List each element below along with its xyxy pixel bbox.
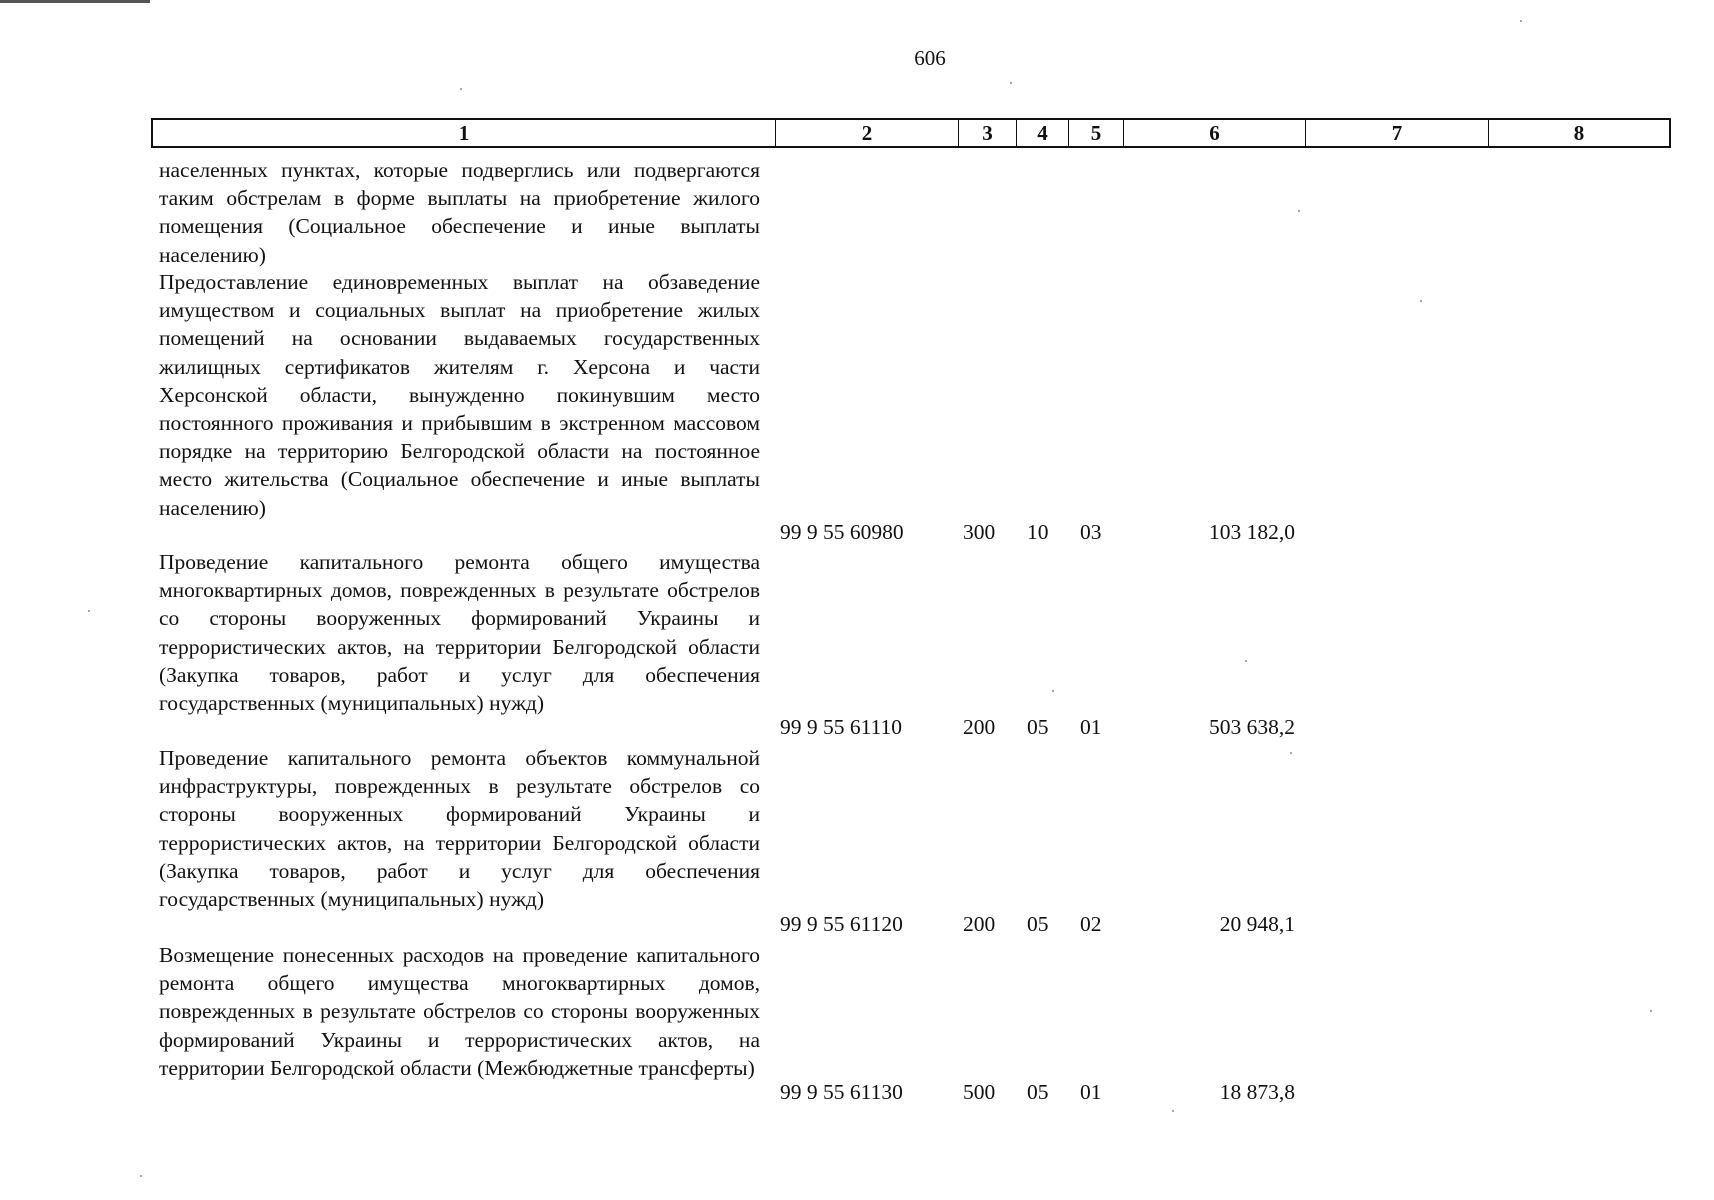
scan-speck — [1052, 690, 1054, 692]
header-col-6: 6 — [1123, 120, 1305, 146]
header-col-2: 2 — [775, 120, 958, 146]
row-subsection: 01 — [1080, 1080, 1102, 1104]
scan-speck — [1172, 1110, 1174, 1112]
scan-speck — [460, 88, 462, 90]
scan-speck — [1420, 300, 1422, 302]
header-col-1: 1 — [458, 121, 470, 145]
scan-speck — [1010, 82, 1012, 84]
row-description: Предоставление единовременных выплат на обзаведение имуществом и социальных выплат на приобретение жилых помещений на основании выдаваемых государственных жилищных сертификатов жителям г. Херсона и части Херсонской области, вынужденно покинувшим место постоянного проживания и прибывшим в экстренном массовом порядке на территорию Белгородской области на постоянное место жительства (Социальное обеспечение и иные выплаты населению) — [159, 270, 760, 520]
row-description: населенных пунктах, которые подверглись или подвергаются таким обстрелам в форме выплаты на приобретение жилого помещения (Социальное обеспечение и иные выплаты населению) — [159, 158, 760, 267]
row-expense-type: 500 — [963, 1080, 996, 1104]
row-section: 05 — [1027, 912, 1049, 936]
scan-speck — [1290, 752, 1292, 754]
header-col-7: 7 — [1305, 120, 1488, 146]
page-number: 606 — [914, 46, 946, 70]
row-expense-type: 300 — [963, 520, 996, 544]
scan-speck — [1520, 20, 1522, 22]
row-amount: 20 948,1 — [1219, 912, 1295, 936]
scan-speck — [1650, 1010, 1652, 1012]
scan-speck — [1245, 660, 1247, 662]
row-amount: 18 873,8 — [1219, 1080, 1295, 1104]
row-amount: 103 182,0 — [1209, 520, 1295, 544]
row-subsection: 01 — [1080, 715, 1102, 739]
row-expense-type: 200 — [963, 715, 996, 739]
row-code: 99 9 55 60980 — [780, 520, 904, 544]
row-section: 10 — [1027, 520, 1049, 544]
row-subsection: 02 — [1080, 912, 1102, 936]
header-col-8: 8 — [1488, 120, 1669, 146]
row-description: Проведение капитального ремонта общего имущества многоквартирных домов, поврежденных в результате обстрелов со стороны вооруженных формирований Украины и террористических актов, на территории Белгородской области (Закупка товаров, работ и услуг для обеспечения государственных (муниципальных) нужд) — [159, 550, 760, 716]
header-col-5: 5 — [1068, 120, 1123, 146]
row-code: 99 9 55 61130 — [780, 1080, 903, 1104]
row-section: 05 — [1027, 1080, 1049, 1104]
row-section: 05 — [1027, 715, 1049, 739]
scan-speck — [88, 610, 90, 612]
row-code: 99 9 55 61110 — [780, 715, 903, 739]
row-expense-type: 200 — [963, 912, 996, 936]
row-description: Возмещение понесенных расходов на проведение капитального ремонта общего имущества многоквартирных домов, поврежденных в результате обстрелов со стороны вооруженных формирований Украины и террористических актов, на территории Белгородской области (Межбюджетные трансферты) — [159, 943, 760, 1080]
row-description: Проведение капитального ремонта объектов коммунальной инфраструктуры, поврежденных в результате обстрелов со стороны вооруженных формирований Украины и террористических актов, на территории Белгородской области (Закупка товаров, работ и услуг для обеспечения государственных (муниципальных) нужд) — [159, 746, 760, 912]
scan-speck — [140, 1175, 142, 1177]
row-subsection: 03 — [1080, 520, 1102, 544]
scan-speck — [1298, 210, 1300, 212]
header-col-3: 3 — [958, 120, 1016, 146]
row-code: 99 9 55 61120 — [780, 912, 903, 936]
row-amount: 503 638,2 — [1209, 715, 1295, 739]
header-col-4: 4 — [1016, 120, 1068, 146]
